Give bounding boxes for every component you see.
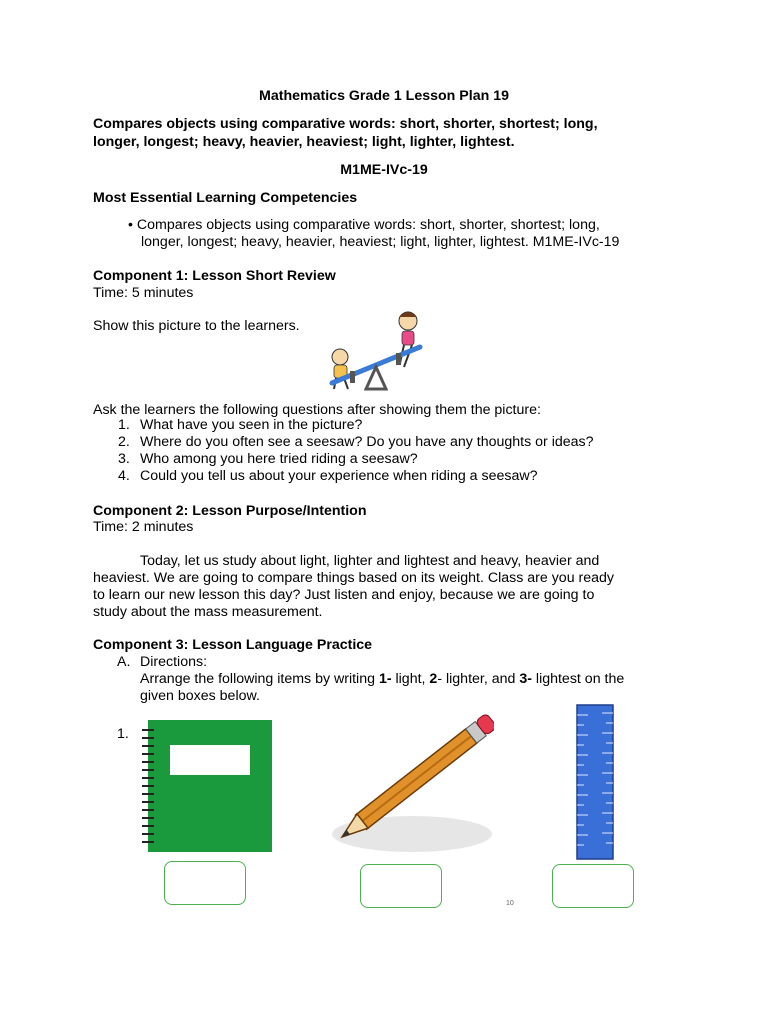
list-item: 2. Where do you often see a seesaw? Do you have any thoughts or ideas? (118, 434, 594, 450)
melc-bullet-line-1: • Compares objects using comparative words: short, shorter, shortest; long, (128, 217, 600, 233)
answer-box-notebook[interactable] (164, 861, 246, 905)
component1-show-text: Show this picture to the learners. (93, 318, 300, 334)
component2-para-line-1: Today, let us study about light, lighter and lightest and heavy, heavier and (140, 553, 600, 569)
answer-box-ruler[interactable] (552, 864, 634, 908)
component2-para-line-3: to learn our new lesson this day? Just listen and enjoy, because we are going to (93, 587, 595, 603)
melc-heading: Most Essential Learning Competencies (93, 190, 358, 206)
objective-line-2: longer, longest; heavy, heavier, heaviest; light, lighter, lightest. (93, 134, 515, 150)
component2-para-line-2: heaviest. We are going to compare things based on its weight. Class are you ready (93, 570, 615, 586)
questions-list (93, 417, 594, 485)
melc-bullet-line-2: longer, longest; heavy, heavier, heaviest; light, lighter, lightest. M1ME-IVc-19 (141, 234, 620, 250)
directions-label: A. (117, 654, 131, 670)
component2-time: Time: 2 minutes (93, 519, 194, 535)
instructions-line-2: given boxes below. (140, 688, 260, 704)
instructions-line-1: Arrange the following items by writing 1- light, 2- lighter, and 3- lightest on the (140, 671, 625, 687)
page-title: Mathematics Grade 1 Lesson Plan 19 (259, 88, 509, 104)
list-item: 3. Who among you here tried riding a seesaw? (118, 451, 418, 467)
notebook-image (140, 718, 274, 854)
component1-ask-text: Ask the learners the following questions after showing them the picture: (93, 402, 541, 418)
ruler-image (574, 703, 616, 861)
objective-line-1: Compares objects using comparative words: short, shorter, shortest; long, (93, 116, 598, 132)
list-item: 1. What have you seen in the picture? (118, 417, 363, 433)
component2-para-line-4: study about the mass measurement. (93, 604, 323, 620)
pencil-image (322, 712, 494, 860)
component3-heading: Component 3: Lesson Language Practice (93, 637, 373, 653)
small-mark: 10 (506, 900, 514, 907)
component1-heading: Component 1: Lesson Short Review (93, 268, 336, 284)
girl-figure (399, 312, 417, 367)
component2-heading: Component 2: Lesson Purpose/Intention (93, 503, 367, 519)
competency-code: M1ME-IVc-19 (340, 162, 428, 178)
seesaw-illustration (322, 305, 426, 393)
list-item: 4. Could you tell us about your experience when riding a seesaw? (118, 468, 538, 484)
answer-box-pencil[interactable] (360, 864, 442, 908)
item-number: 1. (117, 726, 129, 742)
directions-text: Directions: (140, 654, 208, 670)
component1-time: Time: 5 minutes (93, 285, 194, 301)
